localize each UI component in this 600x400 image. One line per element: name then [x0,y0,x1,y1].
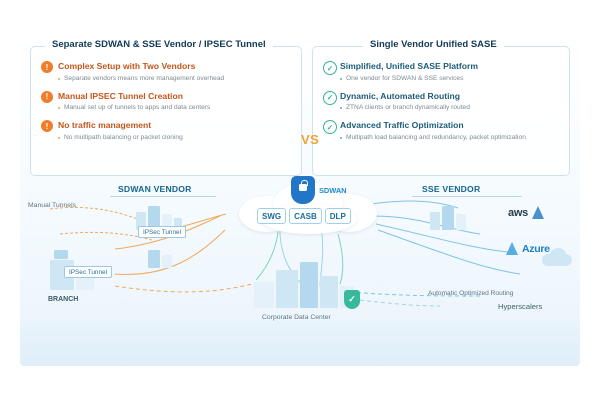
unified-sase-cloud [233,174,381,236]
bullet-heading: Advanced Traffic Optimization [340,120,464,130]
azure-logo-text: Azure [522,242,550,255]
ipsec-tunnel-tag-1: IPSec Tunnel [138,226,186,238]
check-icon: ✓ [323,61,337,75]
sase-service-pills [257,208,351,224]
sdwan-cloud-label: SDWAN [319,186,347,195]
bullet-subtext: ZTNA clients or branch dynamically routed [340,103,561,112]
bullet-subtext: Separate vendors means more management overhead [58,74,293,83]
bullet-heading: Complex Setup with Two Vendors [58,61,196,71]
bullet-item [323,91,561,113]
panel-separate-vendor [30,39,302,176]
bullet-heading: Simplified, Unified SASE Platform [340,61,478,71]
service-pill-swg[interactable]: SWG [257,208,286,224]
label-automatic-optimized-routing: Automatic Optimized Routing [428,290,514,297]
bullet-item [41,61,293,83]
bullet-item [41,120,293,142]
lock-shield-icon [291,176,315,204]
panel-left-bullets [41,61,293,150]
corporate-data-center-node [250,262,358,308]
check-icon: ✓ [323,91,337,105]
label-branch: BRANCH [48,296,79,303]
cloud-shape-icon [542,248,572,266]
panel-right-title: Single Vendor Unified SASE [363,39,504,50]
sse-vendor-nodes [430,204,474,230]
bullet-heading: Manual IPSEC Tunnel Creation [58,90,183,101]
panel-unified-sase [312,39,570,176]
aws-logo-text: aws [508,206,528,219]
bullet-item [41,91,293,113]
aws-logo-mark [532,206,544,219]
section-underline-sse [412,196,522,197]
shield-check-icon: ✓ [344,290,360,309]
service-pill-dlp[interactable]: DLP [325,208,351,224]
panel-right-bullets [323,61,561,150]
bullet-heading: Dynamic, Automated Routing [340,90,460,101]
section-underline-sdwan [110,196,216,197]
canvas-bottom-band [20,320,580,366]
bullet-heading: No traffic management [58,120,152,130]
panel-left-title: Separate SDWAN & SSE Vendor / IPSEC Tunnel [45,39,273,50]
bullet-item [323,61,561,83]
service-pill-casb[interactable]: CASB [289,208,322,224]
bullet-item [323,120,561,142]
label-hyperscalers: Hyperscalers [498,302,543,311]
section-header-sdwan-vendor: SDWAN VENDOR [118,184,192,194]
bullet-subtext: Multipath load balancing and redundancy, packet optimization [340,133,561,142]
bullet-subtext: One vendor for SDWAN & SSE services [340,74,561,83]
sdwan-vendor-node-secondary [148,246,180,268]
label-manual-tunnels: Manual Tunnels [28,202,76,209]
vs-badge: VS [301,132,320,147]
warning-icon: ! [41,91,53,103]
azure-logo-mark [506,242,518,255]
diagram-canvas [20,34,580,366]
bullet-subtext: No multipath balancing or packet cloning [58,133,293,142]
vendor-aws [508,206,544,219]
warning-icon: ! [41,120,53,132]
label-corporate-data-center: Corporate Data Center [262,314,331,321]
section-header-sse-vendor: SSE VENDOR [422,184,481,194]
check-icon: ✓ [323,120,337,134]
warning-icon: ! [41,61,53,73]
bullet-subtext: Manual set up of tunnels to apps and data centers [58,103,293,112]
ipsec-tunnel-tag-2: IPSec Tunnel [64,266,112,278]
